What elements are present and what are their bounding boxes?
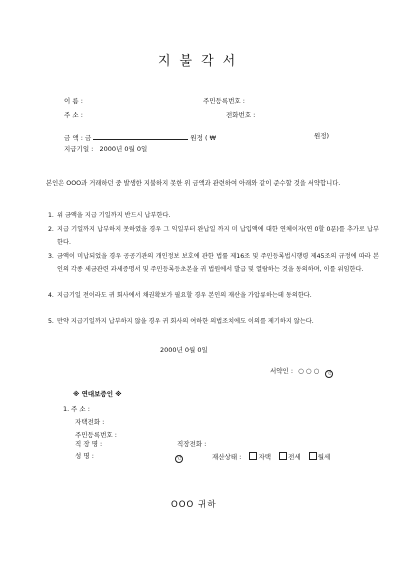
amount-label: 금 액 : 금 bbox=[64, 134, 92, 142]
address-label: 주 소 : bbox=[64, 111, 83, 119]
guarantor-name-label: 성 명 : bbox=[75, 452, 94, 460]
clause-number: 2. bbox=[48, 226, 54, 233]
name-label: 이 름 : bbox=[64, 97, 83, 105]
guarantor-home-phone-label: 자택전화 : bbox=[75, 418, 105, 426]
property-option-jeonse[interactable] bbox=[279, 453, 303, 461]
intro-paragraph: 본인은 OOO과 거래하던 중 발생한 지불하지 못한 위 금액과 관련하여 아래와 같이 준수할 것을 서약합니다. bbox=[46, 180, 341, 187]
clause-text: 지급기일 전이라도 귀 회사에서 채권확보가 필요할 경우 본인의 재산을 가압류하는데 동의한다. bbox=[57, 292, 312, 299]
checkbox-icon[interactable] bbox=[249, 452, 257, 460]
guarantor-rrn-label: 주민등록번호 : bbox=[75, 431, 117, 439]
due-label: 지급기일 : bbox=[64, 145, 94, 153]
due-row bbox=[64, 145, 147, 154]
seal-icon: 인 bbox=[176, 456, 182, 461]
guarantor-seal-wrap bbox=[175, 452, 183, 463]
due-value: 2000년 0월 0일 bbox=[99, 145, 148, 153]
guarantor-number: 1. bbox=[63, 405, 70, 413]
guarantor-workplace-label: 직 장 명 : bbox=[75, 440, 103, 448]
guarantor-work-phone-label: 직장전화 : bbox=[177, 440, 207, 448]
property-option-own[interactable] bbox=[249, 453, 273, 461]
clause-number: 1. bbox=[48, 212, 54, 219]
rrn-label: 주민등록번호 : bbox=[203, 97, 245, 105]
clause-number: 5. bbox=[48, 318, 54, 325]
closing-addressee: OOO 귀하 bbox=[171, 500, 217, 510]
document-title: 지불각서 bbox=[158, 54, 245, 69]
phone-label: 전화번호 : bbox=[226, 111, 256, 119]
clause-item bbox=[48, 224, 378, 251]
amount-row bbox=[64, 132, 216, 143]
property-option-label: 월세 bbox=[317, 453, 331, 461]
clause-text: 지급 기일까지 납부하지 못하였을 경우 그 익일부터 완납일 까지 미 납입액에 대한 연체이자(연 0할 0푼)를 추가로 납부한다. bbox=[57, 226, 379, 246]
signing-date: 2000년 0월 0일 bbox=[160, 346, 208, 354]
property-option-label: 전세 bbox=[288, 453, 301, 461]
checkbox-icon[interactable] bbox=[309, 452, 317, 460]
guarantor-heading: ※ 연대보증인 ※ bbox=[73, 390, 122, 398]
clause-item bbox=[48, 316, 378, 342]
amount-won-label: 원정 ( ₩ bbox=[190, 134, 217, 142]
clause-number: 3. bbox=[48, 253, 54, 260]
seal-icon: 인 bbox=[327, 371, 332, 376]
signer-row bbox=[270, 367, 333, 378]
clause-item bbox=[48, 251, 378, 290]
clause-list bbox=[48, 210, 378, 342]
amount-blank-line bbox=[93, 132, 188, 140]
clause-number: 4. bbox=[48, 292, 54, 299]
property-status-label: 재산상태 : bbox=[212, 453, 242, 461]
guarantor-address-label: 주 소 : bbox=[71, 405, 90, 413]
property-status-row bbox=[212, 452, 330, 462]
clause-text: 만약 지급기일까지 납부하지 않을 경우 귀 회사의 여하한 의법조치에도 이의를 제기하지 않는다. bbox=[57, 318, 314, 325]
clause-text: 위 금액을 지급 기일까지 반드시 납부한다. bbox=[57, 212, 171, 219]
amount-won-close: 원정) bbox=[314, 132, 330, 140]
checkbox-icon[interactable] bbox=[279, 452, 287, 460]
signer-label: 서약인 : bbox=[270, 367, 294, 375]
clause-text: 금액이 미납되었을 경우 공공기관의 개인정보 보호에 관한 법률 제16조 및 주민등록법시행령 제45조의 규정에 따라 본인의 각종 세금관련 과세증명서 및 주민등록등초본을 귀 법원에서 발급 및 열람하는 것을 동의하며, 이를 위임한다. bbox=[57, 253, 379, 273]
signer-name-marks: ○ ○ ○ bbox=[298, 367, 320, 375]
clause-item bbox=[48, 210, 378, 224]
clause-item bbox=[48, 290, 378, 316]
property-option-label: 자택 bbox=[258, 453, 272, 461]
property-option-rent[interactable] bbox=[309, 453, 331, 461]
